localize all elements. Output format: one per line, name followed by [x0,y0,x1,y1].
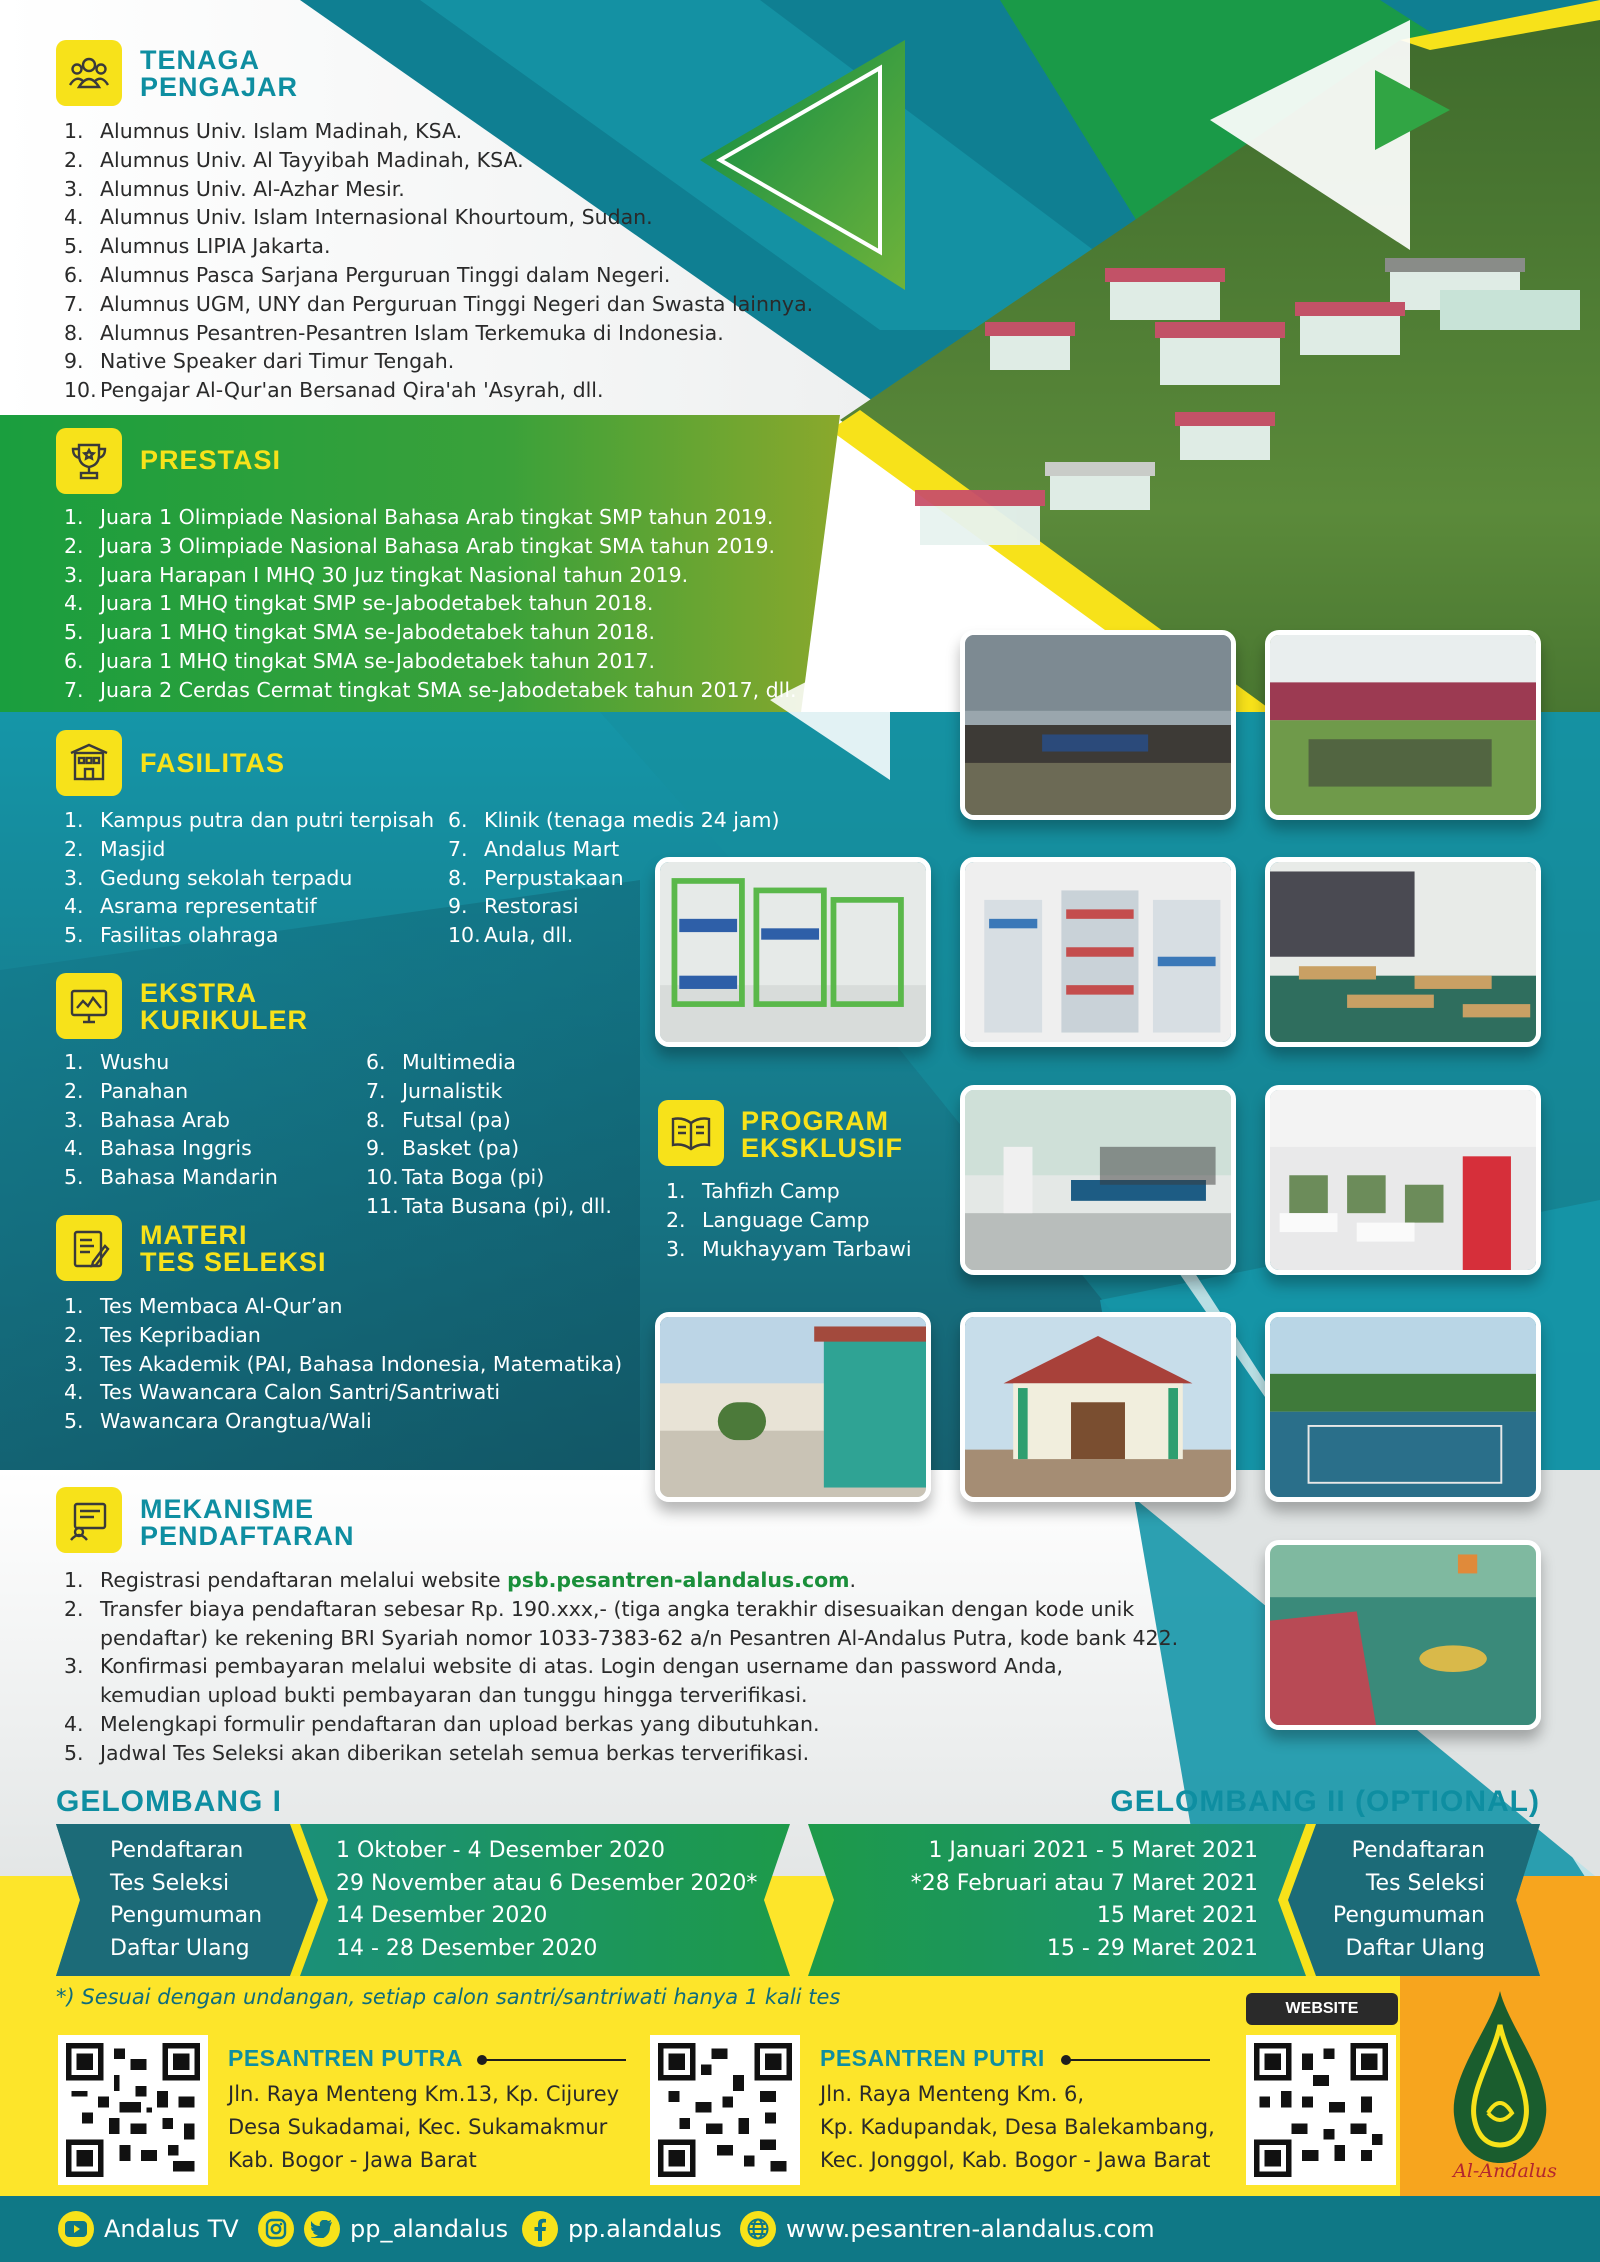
photo-outdoor-class [1265,630,1541,820]
title-line: MEKANISME [140,1494,315,1524]
list-item: 1. Wushu [64,1050,170,1074]
list-item: 3. Konfirmasi pembayaran melalui website di atas. Login dengan username dan password Anda, [64,1654,1064,1679]
facebook-icon [522,2211,558,2247]
list-item: 8. Futsal (pa) [366,1107,511,1132]
form-icon [56,1487,122,1553]
photo-group-banner [960,630,1236,820]
list-item: 9. Native Speaker dari Timur Tengah. [64,349,455,374]
photo-dormitory [655,857,931,1047]
mekanisme-list [64,1566,1178,1768]
list-item: 10. Aula, dll. [448,923,574,948]
divider-line [1060,2054,1210,2066]
list-item: 3. Alumnus Univ. Al-Azhar Mesir. [64,176,405,201]
title-line: KURIKULER [140,1005,308,1035]
pesantren-putra-address [228,2078,619,2177]
list-item: 6. Multimedia [366,1050,516,1074]
list-item: 8. Alumnus Pesantren-Pesantren Islam Terkemuka di Indonesia. [64,320,724,345]
schedule-label: Pengumuman [1332,1903,1485,1928]
monitor-icon [56,973,122,1039]
list-item: 7. Andalus Mart [448,836,620,861]
address-line: Jln. Raya Menteng Km. 6, [820,2082,1085,2106]
instagram-twitter-label: pp_alandalus [350,2215,509,2243]
list-item: 5. Jadwal Tes Seleksi akan diberikan setelah semua berkas terverifikasi. [64,1740,810,1765]
list-item: 7. Alumnus UGM, UNY dan Perguruan Tinggi Negeri dan Swasta lainnya. [64,291,814,316]
section-title-mekanisme [140,1496,355,1550]
gelombang-2-dates [911,1835,1258,1965]
list-item: 1. Registrasi pendaftaran melalui website psb.pesantren-alandalus.com. [64,1568,857,1592]
photo-library [1265,857,1541,1047]
schedule-date: *28 Februari atau 7 Maret 2021 [910,1870,1258,1896]
people-icon [56,40,122,106]
list-item: 4. Melengkapi formulir pendaftaran dan upload berkas yang dibutuhkan. [64,1711,820,1736]
list-item: 1. Tes Membaca Al-Qur’an [64,1294,343,1318]
list-item: 1. Juara 1 Olimpiade Nasional Bahasa Arab tingkat SMP tahun 2019. [64,505,774,529]
facebook-label: pp.alandalus [568,2215,722,2243]
youtube-label: Andalus TV [104,2215,239,2243]
photo-table-tennis [960,1085,1236,1275]
schedule-label: Pendaftaran [1351,1838,1485,1863]
title-line: MATERI [140,1220,248,1250]
globe-icon [740,2211,776,2247]
gelombang-1-title: GELOMBANG I [56,1785,282,1818]
schedule-date: 14 Desember 2020 [336,1903,548,1928]
building-icon [56,730,122,796]
schedule-date: 15 Maret 2021 [1096,1903,1258,1928]
list-item: 1. Kampus putra dan putri terpisah [64,808,435,832]
gelombang-1-labels [110,1835,262,1965]
list-item: 5. Bahasa Mandarin [64,1165,278,1190]
list-item: 4. Alumnus Univ. Islam Internasional Khourtoum, Sudan. [64,205,653,230]
schedule-label: Tes Seleksi [1365,1870,1485,1896]
list-item: 2. Panahan [64,1078,189,1103]
schedule-date: 1 Januari 2021 - 5 Maret 2021 [928,1838,1258,1863]
schedule-date: 14 - 28 Desember 2020 [336,1935,598,1961]
list-item: 4. Tes Wawancara Calon Santri/Santriwati [64,1380,501,1405]
program-list [666,1177,912,1263]
list-item: 10. Pengajar Al-Qur'an Bersanad Qira'ah 'Asyrah, dll. [64,378,604,403]
instagram-icon [258,2211,294,2247]
list-item: 3. Mukhayyam Tarbawi [666,1236,912,1261]
address-line: Kec. Jonggol, Kab. Bogor - Jawa Barat [820,2148,1211,2172]
list-item: 5. Juara 1 MHQ tingkat SMA se-Jabodetabek tahun 2018. [64,620,656,645]
pesantren-putra-title: PESANTREN PUTRA [228,2045,463,2071]
list-item: 10. Tata Boga (pi) [366,1165,545,1190]
section-title-fasilitas: FASILITAS [140,748,286,778]
list-item: 9. Restorasi [448,894,579,919]
list-item: 7. Jurnalistik [366,1078,503,1103]
facebook-link[interactable] [522,2211,722,2247]
list-item: kemudian upload bukti pembayaran dan tunggu hingga terverifikasi. [100,1683,808,1708]
section-title-program [741,1108,903,1162]
address-line: Desa Sukadamai, Kec. Sukamakmur [228,2115,608,2139]
list-item: 1. Tahfizh Camp [666,1179,840,1203]
schedule-label: Tes Seleksi [110,1870,230,1896]
title-line: PENDAFTARAN [140,1521,355,1551]
footnote: *) Sesuai dengan undangan, setiap calon santri/santriwati hanya 1 kali tes [56,1985,841,2009]
logo-text: Al-Andalus [1453,2160,1557,2182]
materi-list [64,1292,622,1436]
qr-code-icon[interactable] [58,2035,208,2185]
title-line: PENGAJAR [140,72,299,102]
photo-mart [960,857,1236,1047]
section-title-prestasi: PRESTASI [140,445,282,475]
schedule-date: 1 Oktober - 4 Desember 2020 [336,1838,666,1863]
address-line: Kab. Bogor - Jawa Barat [228,2148,477,2172]
list-item: 2. Masjid [64,836,166,861]
qr-code-icon[interactable] [1246,2035,1396,2185]
list-item: 6. Klinik (tenaga medis 24 jam) [448,808,780,832]
list-item: 9. Basket (pa) [366,1136,520,1161]
pesantren-putri-address [820,2078,1215,2177]
title-line: TES SELEKSI [140,1247,327,1277]
schedule-label: Pengumuman [110,1903,263,1928]
list-item: 2. Juara 3 Olimpiade Nasional Bahasa Arab tingkat SMA tahun 2019. [64,533,776,558]
youtube-icon [58,2211,94,2247]
ekstra-list-2 [366,1048,612,1221]
schedule-label: Daftar Ulang [110,1935,250,1961]
ekstra-list-1 [64,1048,278,1192]
list-item: 11. Tata Busana (pi), dll. [366,1193,612,1218]
book-icon [658,1100,724,1166]
photo-classroom [1265,1085,1541,1275]
title-line: PROGRAM [741,1106,889,1136]
section-title-materi [140,1222,327,1276]
list-item: 4. Juara 1 MHQ tingkat SMP se-Jabodetabek tahun 2018. [64,591,654,616]
schedule-date: 29 November atau 6 Desember 2020* [336,1870,758,1896]
list-item: 5. Alumnus LIPIA Jakarta. [64,234,331,259]
list-item: 1. Alumnus Univ. Islam Madinah, KSA. [64,119,463,143]
fasilitas-list-1 [64,806,434,950]
list-item: pendaftar) ke rekening BRI Syariah nomor 1033-7383-62 a/n Pesantren Al-Andalus Putra, kode bank 422. [100,1625,1179,1650]
twitter-icon [304,2211,340,2247]
gelombang-2-labels [1333,1835,1485,1965]
list-item: 3. Gedung sekolah terpadu [64,865,353,890]
clipboard-icon [56,1215,122,1281]
list-item: 3. Bahasa Arab [64,1107,230,1132]
list-item: 3. Tes Akademik (PAI, Bahasa Indonesia, Matematika) [64,1351,623,1376]
website-badge: WEBSITE [1246,1993,1398,2025]
divider-line [476,2054,626,2066]
list-item: 2. Transfer biaya pendaftaran sebesar Rp. 190.xxx,- (tiga angka terakhir disesuaikan dengan kode unik [64,1596,1135,1621]
youtube-link[interactable] [58,2211,239,2247]
registration-website-link[interactable]: psb.pesantren-alandalus.com [507,1568,850,1592]
website-link[interactable] [740,2211,1155,2247]
tenaga-list [64,117,813,405]
section-title-ekstra [140,980,308,1034]
address-line: Kp. Kadupandak, Desa Balekambang, [820,2115,1215,2139]
list-item: 5. Fasilitas olahraga [64,923,279,948]
photo-basketball-court [1265,1540,1541,1730]
list-item: 6. Juara 1 MHQ tingkat SMA se-Jabodetabek tahun 2017. [64,648,656,673]
list-item: 6. Alumnus Pasca Sarjana Perguruan Tinggi dalam Negeri. [64,262,671,287]
schedule-date: 15 - 29 Maret 2021 [1046,1935,1258,1961]
gelombang-1-dates [336,1835,757,1965]
photo-mosque-building [960,1312,1236,1502]
list-item: 2. Tes Kepribadian [64,1322,261,1347]
list-item: 3. Juara Harapan I MHQ 30 Juz tingkat Nasional tahun 2019. [64,562,689,587]
website-label: www.pesantren-alandalus.com [786,2215,1155,2243]
title-line: EKSKLUSIF [741,1133,904,1163]
prestasi-list [64,503,797,705]
photo-school-building [655,1312,931,1502]
gelombang-2-title: GELOMBANG II (OPTIONAL) [1110,1785,1540,1818]
list-item: 7. Juara 2 Cerdas Cermat tingkat SMA se-Jabodetabek tahun 2017, dll. [64,677,797,702]
schedule-label: Pendaftaran [110,1838,244,1863]
title-line: TENAGA [140,45,260,75]
photo-sports-field [1265,1312,1541,1502]
section-title-tenaga [140,47,298,101]
list-item: 2. Alumnus Univ. Al Tayyibah Madinah, KSA. [64,147,524,172]
instagram-twitter-link[interactable] [258,2211,508,2247]
title-line: EKSTRA [140,978,258,1008]
list-item: 8. Perpustakaan [448,865,624,890]
address-line: Jln. Raya Menteng Km.13, Kp. Cijurey [228,2082,620,2106]
trophy-icon [56,428,122,494]
list-item: 4. Bahasa Inggris [64,1136,252,1161]
list-item: 4. Asrama representatif [64,894,317,919]
qr-code-icon[interactable] [650,2035,800,2185]
schedule-label: Daftar Ulang [1345,1935,1485,1961]
pesantren-putri-title: PESANTREN PUTRI [820,2045,1045,2071]
list-item: 5. Wawancara Orangtua/Wali [64,1409,372,1434]
list-item: 2. Language Camp [666,1207,870,1232]
